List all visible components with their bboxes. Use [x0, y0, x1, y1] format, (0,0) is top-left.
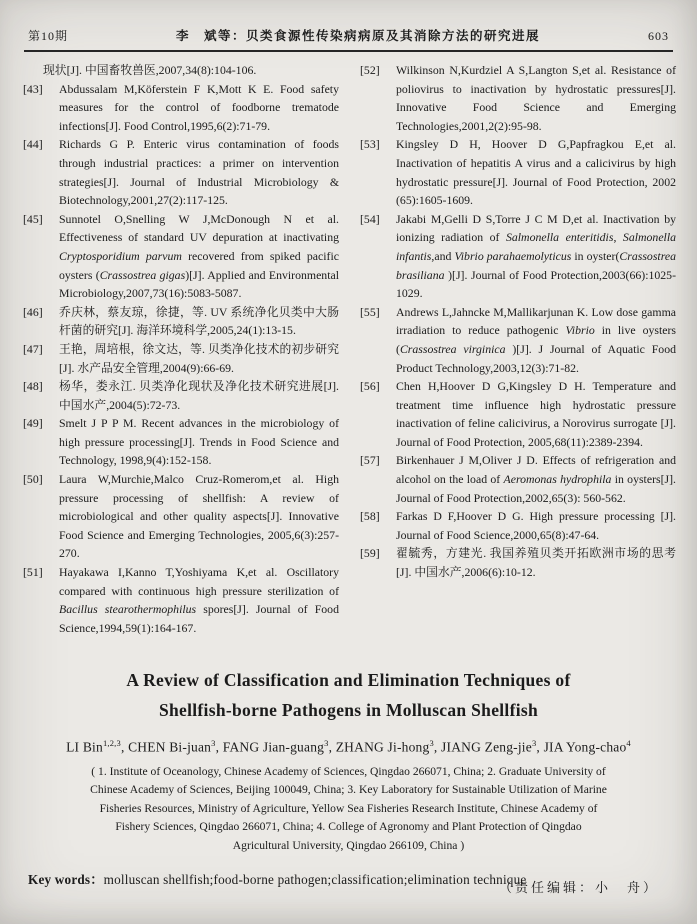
author-affiliation-superscript: 4 [626, 738, 631, 748]
reference-number: [55] [360, 304, 380, 319]
reference-text: 乔庆林，蔡友琼，徐捷，等. UV 系统净化贝类中大肠杆菌的研究[J]. 海洋环境科学,2005,24(1):13-15. [59, 304, 339, 338]
reference-item [21, 563, 339, 637]
reference-item [358, 210, 676, 303]
references-column-right [358, 61, 676, 646]
affiliation-line: Chinese Academy of Sciences, Beijing 100049, China; 3. Key Laboratory for Sustainable Utilization of Marine [90, 783, 607, 796]
reference-text: Birkenhauer J M,Oliver J D. Effects of refrigeration and alcohol on the load of Aeromonas hydrophila in oysters[J]. Journal of Food Protection,2002,65(3): 560-562. [396, 453, 676, 505]
reference-item [21, 303, 339, 340]
reference-number: [47] [23, 341, 43, 356]
editor-note: （责任编辑：小 舟） [498, 880, 659, 895]
references-section [0, 52, 697, 646]
author-affiliation-superscript: 1,2,3 [102, 738, 121, 748]
affiliation-line: Fisheries Resources, Ministry of Agriculture, Yellow Sea Fisheries Research Institute, Chinese Academy of [99, 801, 598, 815]
reference-text: Jakabi M,Gelli D S,Torre J C M D,et al. Inactivation by ionizing radiation of Salmonella enteritidis, Salmonella infantis,and Vibrio parahaemolyticus in oyster(Crassostrea brasiliana )[J]. Journal of Food Protection,2003(66):1025-1029. [396, 211, 677, 301]
article-title-line2: Shellfish-borne Pathogens in Molluscan Shellfish [158, 699, 539, 720]
affiliation-line: ( 1. Institute of Oceanology, Chinese Academy of Sciences, Qingdao 266071, China; 2. Graduate University of [91, 764, 606, 778]
reference-number: [43] [23, 81, 43, 96]
reference-number: [59] [360, 546, 380, 561]
keywords-text: molluscan shellfish;food-borne pathogen;classification;elimination technique [103, 872, 527, 887]
reference-text: Wilkinson N,Kurdziel A S,Langton S,et al. Resistance of poliovirus to inactivation by hydrostatic pressures[J]. Innovative Food Science and Emerging Technologies,2001,2(2):95-98. [396, 63, 676, 133]
reference-text: Chen H,Hoover D G,Kingsley D H. Temperature and treatment time influence high hydrostatic pressure inactivation of feline calicivirus, a Norovirus surrogate [J]. Journal of Food Protection, 2005,68(11):2389-2394. [396, 379, 676, 449]
reference-number: [51] [23, 565, 43, 580]
reference-number: [48] [23, 379, 43, 394]
reference-text: 现状[J]. 中国畜牧兽医,2007,34(8):104-106. [43, 63, 257, 77]
author-name: LI Bin [66, 739, 103, 755]
author-name: JIA Yong-chao [543, 739, 627, 755]
reference-number: [52] [360, 63, 380, 77]
reference-text: Richards G P. Enteric virus contamination of foods through industrial practices: a primer on intervention strategies[J]. Journal of Industrial Microbiology & Biotechnology,2001,27(2):117-125. [59, 137, 339, 208]
reference-item [358, 507, 676, 544]
reference-number: [44] [23, 137, 43, 152]
keywords-label: Key words [28, 872, 91, 887]
reference-number: [56] [360, 379, 380, 394]
reference-text: Hayakawa I,Kanno T,Yoshiyama K,et al. Oscillatory compared with continuous high pressure sterilization of Bacillus stearothermophilus spores[J]. Journal of Food Science,1994,59(1):164-167. [59, 565, 339, 635]
author-name: FANG Jian-guang [222, 739, 325, 755]
reference-number: [53] [360, 137, 380, 152]
reference-item [21, 470, 339, 563]
page-header [0, 0, 697, 44]
reference-text: Sunnotel O,Snelling W J,McDonough N et al. Effectiveness of standard UV depuration at inactivating Cryptosporidium parvum recovered from spiked pacific oysters (Crassostrea gigas)[J]. Applied and Environmental Microbiology,2007,73(16):5083-5087. [59, 211, 339, 301]
affiliation-line: Agricultural University, Qingdao 266109, China ) [232, 838, 465, 852]
affiliations [0, 763, 697, 856]
reference-item [21, 61, 339, 80]
page-number: 603 [648, 29, 669, 43]
author-name: CHEN Bi-juan [128, 739, 212, 755]
reference-number: [54] [360, 211, 380, 226]
reference-text: Abdussalam M,Köferstein F K,Mott K E. Food safety measures for the control of foodborne trematode infections[J]. Food Control,1995,6(2):71-79. [59, 81, 339, 133]
reference-item [21, 340, 339, 377]
authors-line: LI Bin$^{1,2,3}$, CHEN Bi-juan$^3$, FANG Jian-guang$^3$, ZHANG Ji-hong$^3$, JIANG Zeng-jie$^3$, JIA Yong-chao$^4$ [66, 738, 631, 755]
issue-number: 第10期 [28, 29, 69, 43]
reference-item [358, 377, 676, 451]
reference-item [358, 303, 676, 377]
affiliation-line: Fishery Sciences, Qingdao 266071, China; 4. College of Agronomy and Plant Protection of Qingdao [115, 820, 582, 833]
english-abstract-section [0, 666, 697, 888]
reference-item [21, 377, 339, 414]
running-title: 李 斌等：贝类食源性传染病病原及其消除方法的研究进展 [176, 29, 541, 43]
author-affiliation-superscript: 3 [324, 738, 329, 748]
reference-number: [49] [23, 416, 43, 431]
reference-text: 翟毓秀，方建光. 我国养殖贝类开拓欧洲市场的思考[J]. 中国水产,2006(6):10-12. [396, 546, 676, 580]
author-affiliation-superscript: 3 [429, 738, 434, 748]
article-title-line1: A Review of Classification and Elimination Techniques of [126, 670, 571, 690]
author-name: JIANG Zeng-jie [441, 739, 532, 755]
reference-item [21, 210, 339, 303]
reference-item [358, 544, 676, 581]
reference-text: Kingsley D H, Hoover D G,Papfragkou E,et al. Inactivation of hepatitis A virus and a calicivirus by high hydrostatic pressure[J]. Journal of Food Protection, 2002 (65):1605-1609. [396, 137, 676, 208]
reference-number: [45] [23, 211, 43, 226]
reference-text: 王艳，周培根，徐文达，等. 贝类净化技术的初步研究[J]. 水产品安全管理,2004(9):66-69. [59, 341, 339, 375]
reference-item [21, 80, 339, 136]
reference-item [358, 135, 676, 209]
reference-item [358, 61, 676, 135]
reference-text: Farkas D F,Hoover D G. High pressure processing [J]. Journal of Food Science,2000,65(8):47-64. [396, 509, 676, 542]
reference-text: Laura W,Murchie,Malco Cruz-Romerom,et al. High pressure processing of shellfish: A review of microbiological and other quality aspects[J]. Innovative Food Science and Emerging Technologies, 2005,6(3):257-270. [59, 472, 339, 561]
reference-item [21, 135, 339, 209]
author-affiliation-superscript: 3 [531, 738, 537, 748]
author-name: ZHANG Ji-hong [335, 739, 430, 755]
reference-text: 杨华，娄永江. 贝类净化现状及净化技术研究进展[J]. 中国水产,2004(5):72-73. [59, 379, 339, 412]
keywords-separator: ： [90, 872, 104, 887]
author-affiliation-superscript: 3 [211, 738, 216, 748]
reference-item [21, 414, 339, 470]
reference-item [358, 451, 676, 507]
article-title [0, 666, 697, 725]
reference-number: [46] [23, 304, 43, 319]
reference-text: Andrews L,Jahncke M,Mallikarjunan K. Low dose gamma irradiation to reduce pathogenic Vibrio in live oysters (Crassostrea virginica )[J]. J Journal of Aquatic Food Product Technology,2003,12(3):71-82. [396, 304, 677, 375]
reference-number: [57] [360, 453, 380, 468]
reference-number: [58] [360, 509, 380, 524]
references-column-left [21, 61, 339, 646]
reference-number: [50] [23, 472, 43, 487]
reference-text: Smelt J P P M. Recent advances in the microbiology of high pressure processing[J]. Trends in Food Science and Technology, 1998,9(4):152-158. [59, 416, 339, 468]
